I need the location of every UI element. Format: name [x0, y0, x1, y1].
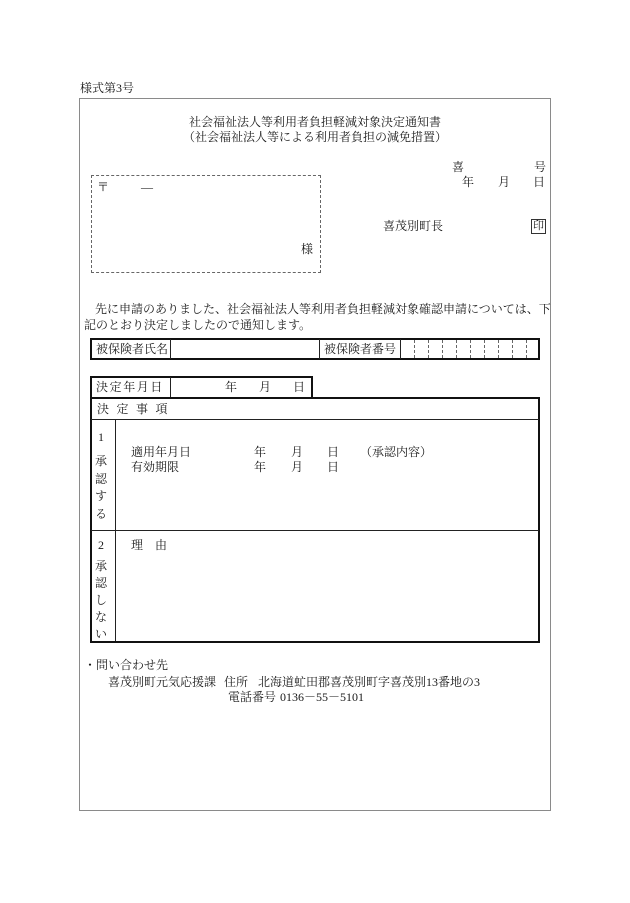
reject-label-char: な [95, 610, 108, 624]
form-number: 様式第3号 [80, 81, 135, 95]
document-title: 社会福祉法人等利用者負担軽減対象決定通知書 [188, 115, 441, 129]
approve-number: 1 [98, 430, 104, 444]
issue-date-year: 年 [462, 175, 475, 189]
digit-divider [456, 340, 457, 358]
contact-phone: 0136－55－5101 [280, 690, 365, 704]
apply-date-day: 日 [327, 445, 340, 459]
decision-items-header: 決定事項 [97, 402, 176, 416]
decision-date-year: 年 [225, 380, 238, 394]
valid-period-year: 年 [254, 460, 267, 474]
row-divider [91, 530, 539, 531]
postal-mark: 〒 [97, 180, 110, 194]
digit-divider [512, 340, 513, 358]
digit-divider [470, 340, 471, 358]
reject-label-char: い [95, 627, 108, 641]
table-divider [400, 339, 401, 359]
apply-date-month: 月 [291, 445, 304, 459]
reject-label-char: 承 [95, 559, 108, 573]
column-divider [115, 419, 116, 641]
table-divider [170, 377, 171, 398]
decision-items-box [90, 397, 540, 643]
valid-period-day: 日 [327, 460, 340, 474]
issuer-name: 喜茂別町長 [383, 219, 444, 233]
contact-address-label: 住所 [224, 675, 249, 689]
contact-header: ・問い合わせ先 [84, 658, 169, 672]
apply-date-year: 年 [254, 445, 267, 459]
reject-label-char: し [95, 593, 108, 607]
approve-label-char: 承 [95, 454, 108, 468]
insured-name-label: 被保険者氏名 [96, 342, 169, 356]
digit-divider [428, 340, 429, 358]
document-subtitle: （社会福祉法人等による利用者負担の減免措置） [182, 130, 447, 144]
notice-line-1: 先に申請のありました、社会福祉法人等利用者負担軽減対象確認申請については、下 [95, 302, 551, 316]
valid-period-month: 月 [291, 460, 304, 474]
decision-date-day: 日 [293, 380, 306, 394]
seal-mark: 印 [533, 220, 544, 232]
reject-label-char: 認 [95, 576, 108, 590]
contact-department: 喜茂別町元気応援課 [108, 675, 217, 689]
digit-divider [484, 340, 485, 358]
contact-address: 北海道虻田郡喜茂別町字喜茂別13番地の3 [258, 675, 481, 689]
apply-date-label: 適用年月日 [131, 445, 192, 459]
contact-phone-label: 電話番号 [228, 690, 277, 704]
approve-label-char: 認 [95, 472, 108, 486]
decision-date-month: 月 [259, 380, 272, 394]
insured-number-label: 被保険者番号 [324, 342, 397, 356]
valid-period-label: 有効期限 [131, 460, 180, 474]
row-divider [91, 419, 539, 420]
recipient-honorific: 様 [301, 242, 314, 256]
issue-date-month: 月 [498, 175, 511, 189]
reason-label: 理 由 [131, 538, 168, 552]
approve-label-char: す [95, 489, 108, 503]
digit-divider [526, 340, 527, 358]
recipient-address-box [91, 175, 321, 273]
table-divider [170, 339, 171, 359]
issue-date-day: 日 [533, 175, 546, 189]
digit-divider [498, 340, 499, 358]
digit-divider [414, 340, 415, 358]
reject-number: 2 [98, 538, 104, 552]
digit-divider [442, 340, 443, 358]
table-divider [319, 339, 320, 359]
postal-code-dash: — [141, 180, 153, 194]
approve-label-char: る [95, 507, 108, 521]
document-number-prefix: 喜 [452, 160, 465, 174]
decision-date-label: 決定年月日 [96, 380, 165, 394]
notice-line-2: 記のとおり決定しましたので通知します。 [84, 318, 312, 332]
document-number-suffix: 号 [534, 160, 547, 174]
approval-content-label: （承認内容） [360, 445, 433, 459]
